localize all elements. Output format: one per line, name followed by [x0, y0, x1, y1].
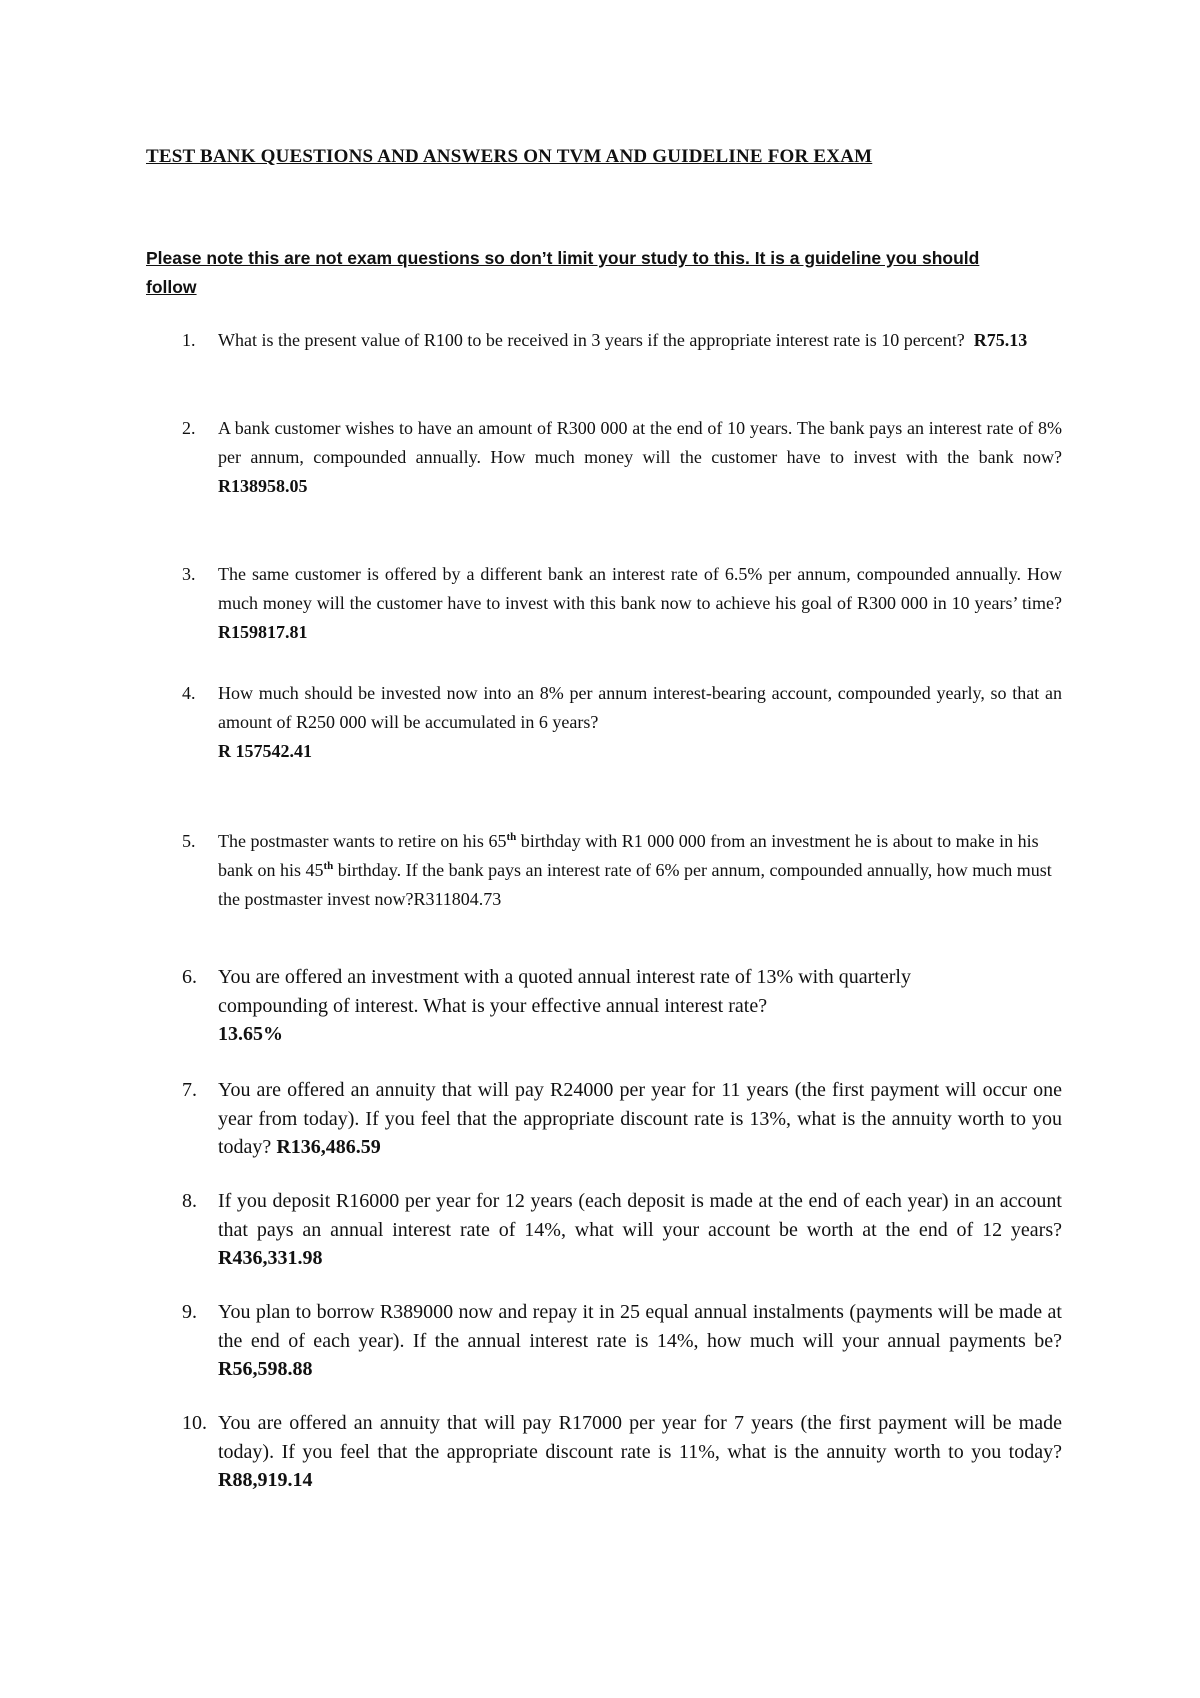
question-text: The same customer is offered by a different bank an interest rate of 6.5% per annum, compounded annually. How much money will the customer have to invest with this bank now to achieve his goal of R300 000 in 10 years’ time?: [218, 564, 1062, 613]
question-body: [218, 1409, 1062, 1495]
question-answer: R159817.81: [218, 622, 308, 642]
question-text: You are offered an annuity that will pay R24000 per year for 11 years (the first payment will occur one year from today). If you feel that the appropriate discount rate is 13%, what is the annuity worth to you today?: [218, 1079, 1062, 1158]
question-body: [218, 326, 1062, 355]
question-text: birthday. If the bank pays an interest rate of 6% per annum, compounded annually, how much must the postmaster invest now?: [218, 860, 1052, 909]
question-number: 8.: [182, 1190, 197, 1212]
question-number: 5.: [182, 831, 196, 851]
question-answer: R138958.05: [218, 476, 308, 496]
question-body: [218, 560, 1062, 647]
ordinal-suffix: th: [506, 831, 517, 843]
question-answer: R311804.73: [413, 889, 502, 909]
question-body: [218, 679, 1062, 766]
question-body: [218, 827, 1062, 914]
question-number: 10.: [182, 1412, 207, 1434]
question-body: [218, 1076, 1062, 1162]
question-answer: R 157542.41: [218, 741, 312, 761]
question-number: 9.: [182, 1301, 197, 1323]
question-text: birthday with R1 000 000 from an investment he is about to make in his bank on his 45: [218, 831, 1039, 880]
question-text: You are offered an investment with a quoted annual interest rate of 13% with quarterly compounding of interest. What is your effective annual interest rate?: [218, 966, 911, 1017]
question-answer: R75.13: [973, 330, 1028, 350]
study-note: Please note this are not exam questions so don’t limit your study to this. It is a guideline you should follow: [146, 248, 980, 297]
question-text: A bank customer wishes to have an amount of R300 000 at the end of 10 years. The bank pays an interest rate of 8% per annum, compounded annually. How much money will the customer have to invest with the bank now?: [218, 418, 1062, 467]
question-text: How much should be invested now into an 8% per annum interest-bearing account, compounded yearly, so that an amount of R250 000 will be accumulated in 6 years?: [218, 683, 1062, 732]
question-number: 6.: [182, 966, 197, 988]
document-title: TEST BANK QUESTIONS AND ANSWERS ON TVM AND GUIDELINE FOR EXAM: [146, 146, 873, 167]
question-answer: R56,598.88: [218, 1358, 313, 1380]
question-answer: R136,486.59: [276, 1136, 381, 1158]
question-body: [218, 1298, 1062, 1384]
question-answer: R436,331.98: [218, 1247, 323, 1269]
question-text: You are offered an annuity that will pay R17000 per year for 7 years (the first payment will be made today). If you feel that the appropriate discount rate is 11%, what is the annuity worth to you today?: [218, 1412, 1062, 1463]
question-body: [218, 1187, 1062, 1273]
question-answer: 13.65%: [218, 1023, 283, 1045]
question-text: If you deposit R16000 per year for 12 years (each deposit is made at the end of each year) in an account that pays an annual interest rate of 14%, what will your account be worth at the end of 12 years?: [218, 1190, 1062, 1241]
question-text: You plan to borrow R389000 now and repay it in 25 equal annual instalments (payments will be made at the end of each year). If the annual interest rate is 14%, how much will your annual payments be?: [218, 1301, 1062, 1352]
ordinal-suffix: th: [323, 860, 334, 872]
question-text: The postmaster wants to retire on his 65: [218, 831, 507, 851]
question-number: 2.: [182, 418, 196, 438]
question-number: 4.: [182, 683, 196, 703]
question-text: What is the present value of R100 to be received in 3 years if the appropriate interest rate is 10 percent?: [218, 330, 965, 350]
question-number: 3.: [182, 564, 196, 584]
question-number: 1.: [182, 330, 196, 350]
question-body: [218, 414, 1062, 501]
question-answer: R88,919.14: [218, 1469, 313, 1491]
question-number: 7.: [182, 1079, 197, 1101]
question-body: [218, 963, 1008, 1049]
